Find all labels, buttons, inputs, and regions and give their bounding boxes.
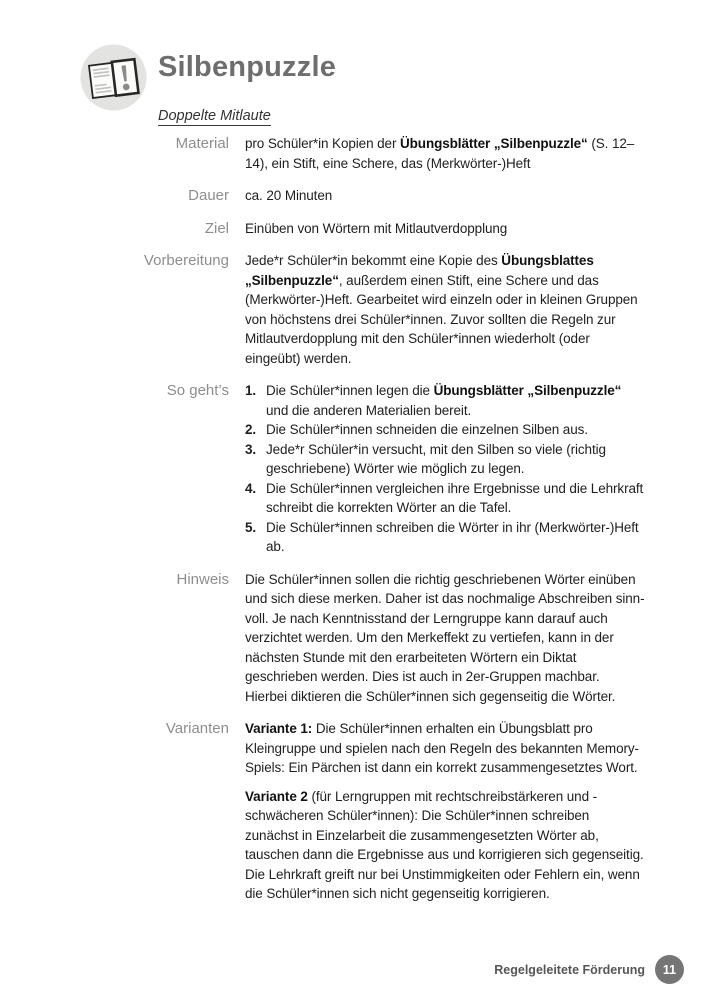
step-text: Jede*r Schüler*in versucht, mit den Silben so viele (richtig geschriebene) Wörter wie möglich zu legen. xyxy=(266,441,606,476)
section-paragraph: pro Schüler*in Kopien der Übungsblätter „Silbenpuzzle“ (S. 12–14), ein Stift, eine Schere, das (Merkwörter-)Heft xyxy=(245,136,635,171)
section-row xyxy=(0,719,680,904)
section-content xyxy=(245,134,645,173)
section-label: Ziel xyxy=(204,219,229,237)
section-content xyxy=(245,719,645,904)
section-label: So geht’s xyxy=(166,382,229,399)
section-paragraph: Die Schüler*innen sollen die richtig geschriebenen Wörter einüben und sich diese merken. Daher ist das nochmalige Abschreiben sinnvoll. Je nach Kenntnisstand der Lerngruppe kann darauf auch verzichtet werden. Um den Merkeffekt zu vertiefen, kann in der nächsten Stunde mit den erarbeiteten Wörtern ein Diktat geschrieben werden. Dies ist auch in 2er-Gruppen machbar. Hierbei diktieren die Schüler*innen sich gegenseitig die Wörter. xyxy=(245,571,645,704)
step-text: Die Schüler*innen legen die Übungsblätter „Silbenpuzzle“ und die anderen Materialien bereit. xyxy=(266,383,622,418)
step-text: Die Schüler*innen schneiden die einzelnen Silben aus. xyxy=(266,422,588,437)
section-label: Vorbereitung xyxy=(143,252,229,269)
section-label: Hinweis xyxy=(176,570,229,588)
section-content xyxy=(245,570,645,707)
numbered-step xyxy=(245,440,645,479)
section-row xyxy=(0,570,680,707)
page-title: Silbenpuzzle xyxy=(158,51,337,83)
header xyxy=(158,52,336,126)
section-label: Material xyxy=(175,135,229,152)
footer-series-label: Regelgeleitete Förderung xyxy=(494,962,645,977)
footer xyxy=(494,955,684,984)
section-paragraph: Jede*r Schüler*in bekommt eine Kopie des Übungsblattes „Silbenpuzzle“, außerdem einen Stift, eine Schere und das (Merkwörter-)Heft. Gearbeitet wird einzeln oder in kleinen Gruppen von höchstens drei Schüler*innen. Zuvor sollten die Regeln zur Mitlautverdopplung mit den Schüler*innen wiederholt (oder eingeübt) werden. xyxy=(245,253,638,366)
open-book-exclamation-icon xyxy=(78,42,149,113)
section-paragraph: Variante 1: Die Schüler*innen erhalten ein Übungsblatt pro Kleingruppe und spielen nach den Regeln des bekannten Memory-Spiels: Ein Pärchen ist dann ein korrekt zusammengesetztes Wort. xyxy=(245,721,639,775)
step-text: Die Schüler*innen vergleichen ihre Ergebnisse und die Lehrkraft schreibt die korrekten Wörter an die Tafel. xyxy=(266,480,644,515)
section-content xyxy=(245,381,645,557)
section-label: Dauer xyxy=(188,187,229,204)
section-row xyxy=(0,381,680,557)
step-number: 4. xyxy=(245,480,257,496)
sections-container xyxy=(0,134,680,917)
numbered-step xyxy=(245,420,645,440)
section-content xyxy=(245,251,645,368)
section-paragraph: Variante 2 (für Lerngruppen mit rechtschreibstärkeren und -schwächeren Schüler*innen): Die Schüler*innen schreiben zunächst in Einzelarbeit die zusammengesetzten Wörter ab, tauschen dann die Ergebnisse aus und korrigieren sich gegenseitig. Die Lehrkraft greift nur bei Unstimmigkeiten oder Fehlern ein, wenn die Schüler*innen sich nicht gegenseitig korrigieren. xyxy=(245,788,644,901)
section-row xyxy=(0,186,680,206)
page-subtitle: Doppelte Mitlaute xyxy=(158,107,271,124)
section-row xyxy=(0,134,680,173)
section-label: Varianten xyxy=(165,720,229,737)
section-row xyxy=(0,219,680,239)
numbered-step xyxy=(245,479,645,518)
step-number: 5. xyxy=(245,519,257,535)
step-number: 2. xyxy=(245,422,257,437)
step-number: 3. xyxy=(245,441,257,457)
section-paragraph: ca. 20 Minuten xyxy=(245,188,333,203)
numbered-step xyxy=(245,518,645,557)
step-text: Die Schüler*innen schreiben die Wörter in ihr (Merkwörter-)Heft ab. xyxy=(266,519,639,554)
page-number-badge: 11 xyxy=(655,955,684,984)
section-content xyxy=(245,219,645,239)
section-content xyxy=(245,186,645,206)
open-book-exclamation-svg xyxy=(78,42,149,113)
section-row xyxy=(0,251,680,368)
step-number: 1. xyxy=(245,383,257,398)
section-paragraph: Einüben von Wörtern mit Mitlautverdopplung xyxy=(245,220,508,236)
numbered-step xyxy=(245,381,645,420)
